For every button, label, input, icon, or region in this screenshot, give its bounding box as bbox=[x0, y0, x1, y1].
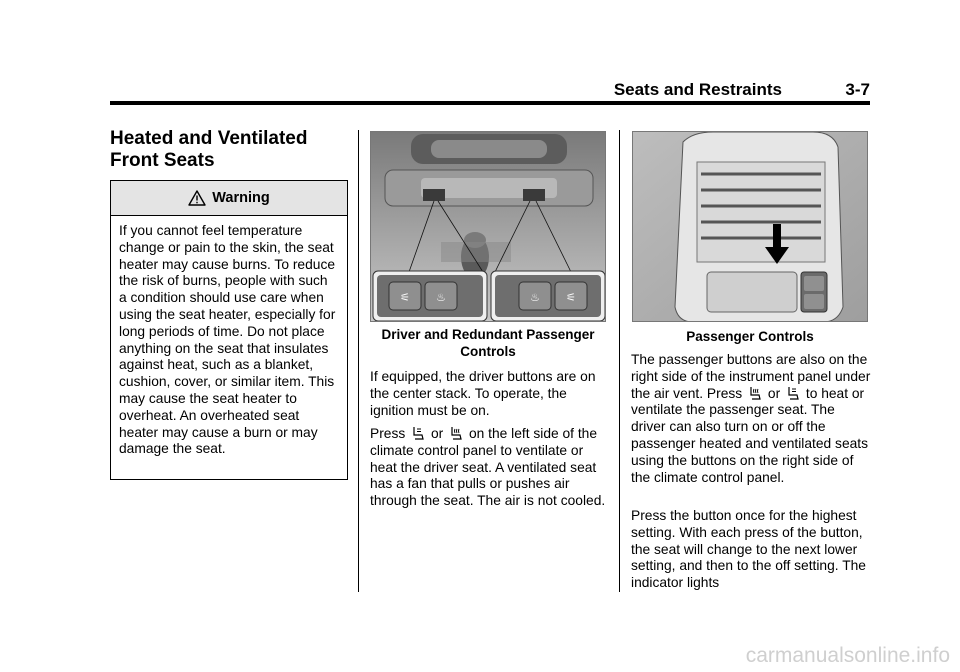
warning-title-bar bbox=[111, 181, 347, 216]
column-divider bbox=[358, 130, 359, 592]
warning-text: If you cannot feel temperature change or pain to the skin, the seat heater may cause burns. To reduce the risk of burns, people with such a condition should use care when using the seat heater, especially for long periods of time. Do not place anything on the seat that insulates against heat, such as a blanket, cushion, cover, or similar item. This may cause the seat heater to overheat. An overheated seat heater may cause a burn or may damage the seat. bbox=[119, 223, 336, 457]
seat-heat-icon bbox=[748, 386, 762, 400]
col2-paragraph-1: If equipped, the driver buttons are on the center stack. To operate, the ignition must be on. bbox=[370, 369, 596, 418]
warning-triangle-icon bbox=[188, 190, 206, 206]
header-rule bbox=[110, 101, 870, 105]
page-number: 3-7 bbox=[845, 80, 870, 99]
center-stack-illustration bbox=[371, 132, 606, 322]
column-divider bbox=[619, 130, 620, 592]
passenger-controls-figure bbox=[632, 131, 868, 322]
col2-paragraph-2: Press or on the left side of the climate control panel to ventilate or heat the driver seat. A ventilated seat has a fan that pulls or pushes air through the seat. The air is not cooled. bbox=[370, 426, 606, 509]
figure2-caption: Passenger Controls bbox=[686, 329, 814, 344]
svg-text:♨: ♨ bbox=[530, 291, 540, 304]
section-heading: Heated and Ventilated Front Seats bbox=[110, 128, 308, 171]
warning-box bbox=[110, 180, 348, 480]
instrument-panel-illustration bbox=[633, 132, 868, 322]
svg-text:⚟: ⚟ bbox=[566, 291, 576, 304]
svg-text:⚟: ⚟ bbox=[400, 291, 410, 304]
seat-heat-icon bbox=[449, 426, 463, 440]
seat-ventilate-icon bbox=[786, 386, 800, 400]
figure1-caption: Driver and Redundant Passenger Controls bbox=[381, 327, 595, 359]
col3-paragraph-1: The passenger buttons are also on the right side of the instrument panel under the air vent. Press or to heat or ventilate the passenger seat. The driver can also turn on or off the passenger heated and ventilated seats using the buttons on the right side of the climate control panel. bbox=[631, 352, 871, 485]
driver-controls-figure bbox=[370, 131, 606, 322]
seat-ventilate-icon bbox=[411, 426, 425, 440]
section-title: Seats and Restraints bbox=[613, 80, 782, 99]
warning-title: Warning bbox=[212, 190, 270, 206]
svg-text:♨: ♨ bbox=[436, 291, 446, 304]
col3-paragraph-2: Press the button once for the highest setting. With each press of the button, the seat will change to the next lower setting, and then to the off setting. The indicator lights bbox=[631, 508, 866, 591]
watermark: carmanualsonline.info bbox=[745, 644, 950, 667]
